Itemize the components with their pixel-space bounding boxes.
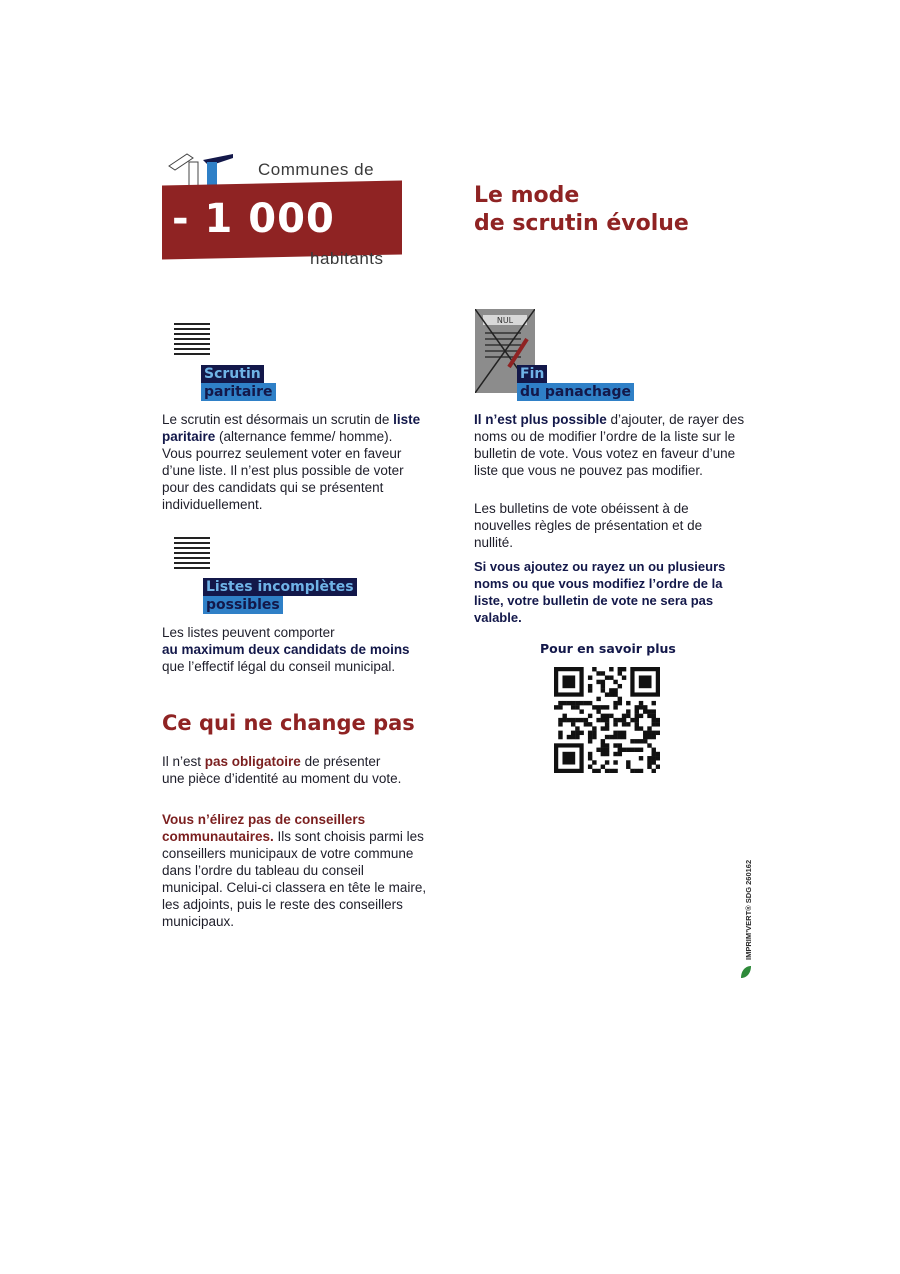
listes-incompletes-label: Listes incomplètes possibles: [203, 578, 357, 614]
imprint-mark: IMPRIM’VERT® SDG 260162: [744, 859, 753, 960]
page-title: Le mode de scrutin évolue: [474, 183, 689, 236]
imprimvert-leaf-icon: [740, 965, 752, 979]
habitants-label: habitants: [310, 249, 384, 268]
communes-de-label: Communes de: [258, 160, 375, 179]
fin-panachage-p2: Les bulletins de vote obéissent à de nouvelles règles de présentation et de nullité.: [474, 501, 703, 550]
no-id-required-text: Il n’est pas obligatoire de présenter une pièce d’identité au moment du vote.: [162, 754, 402, 786]
fin-panachage-p3: Si vous ajoutez ou rayez un ou plusieurs noms ou que vous modifiez l’ordre de la liste, votre bulletin de vote ne sera pas valable.: [474, 559, 726, 625]
list-lines-icon: [174, 323, 210, 355]
svg-text:NUL: NUL: [496, 316, 514, 325]
fin-panachage-label: Fin du panachage: [517, 365, 634, 401]
list-lines-icon: [174, 537, 210, 569]
fin-panachage-p1: Il n’est plus possible d’ajouter, de rayer des noms ou de modifier l’ordre de la liste sur le bulletin de vote. Vous votez en faveur d’une liste que vous ne pouvez pas modifier.: [474, 412, 745, 478]
conseillers-communautaires-text: Vous n’élirez pas de conseillers communautaires. Ils sont choisis parmi les conseillers municipaux de votre commune dans l’ordre du tableau du conseil municipal. Celui-ci classera en tête le maire, les adjoints, puis le reste des conseillers municipaux.: [162, 812, 427, 929]
population-threshold: - 1 000: [172, 196, 335, 242]
listes-incompletes-text: Les listes peuvent comporter au maximum deux candidats de moins que l’effectif légal du conseil municipal.: [162, 625, 410, 674]
scrutin-paritaire-label: Scrutin paritaire: [201, 365, 276, 401]
section-title-no-change: Ce qui ne change pas: [162, 711, 415, 735]
more-info-label: Pour en savoir plus: [540, 641, 676, 656]
scrutin-paritaire-text: Le scrutin est désormais un scrutin de liste paritaire (alternance femme/ homme). Vous pourrez seulement voter en faveur d’une liste. Il n’est plus possible de voter pour des candidats qui se présentent individuellement.: [162, 412, 421, 512]
qr-code[interactable]: [554, 667, 660, 773]
